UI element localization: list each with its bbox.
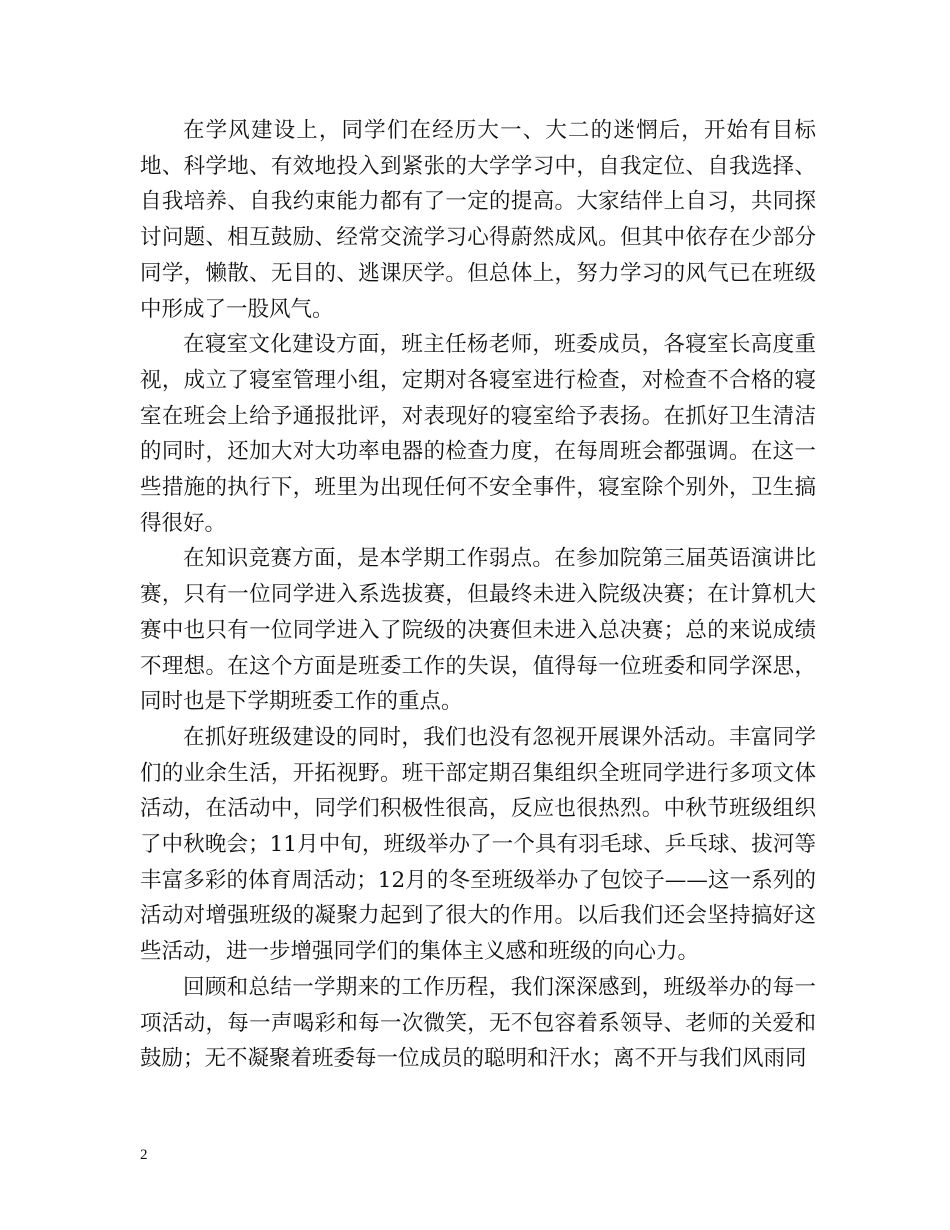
- page-number: 2: [140, 1147, 148, 1163]
- paragraph-extracurricular-activities: 在抓好班级建设的同时，我们也没有忽视开展课外活动。丰富同学们的业余生活，开拓视野。班干部定期召集组织全班同学进行多项文体活动，在活动中，同学们积极性很高，反应也很热烈。中秋节班级组织了中秋晚会；11月中旬，班级举办了一个具有羽毛球、乒乓球、拔河等丰富多彩的体育周活动；12月的冬至班级举办了包饺子——这一系列的活动对增强班级的凝聚力起到了很大的作用。以后我们还会坚持搞好这些活动，进一步增强同学们的集体主义感和班级的向心力。: [140, 724, 816, 965]
- document-body: [140, 113, 816, 1077]
- paragraph-study-style: 在学风建设上，同学们在经历大一、大二的迷惘后，开始有目标地、科学地、有效地投入到紧张的大学学习中，自我定位、自我选择、自我培养、自我约束能力都有了一定的提高。大家结伴上自习，共同探讨问题、相互鼓励、经常交流学习心得蔚然成风。但其中依存在少部分同学，懒散、无目的、逃课厌学。但总体上，努力学习的风气已在班级中形成了一股风气。: [140, 118, 816, 322]
- paragraph-knowledge-competition: 在知识竞赛方面，是本学期工作弱点。在参加院第三届英语演讲比赛，只有一位同学进入系选拔赛，但最终未进入院级决赛；在计算机大赛中也只有一位同学进入了院级的决赛但未进入总决赛；总的来说成绩不理想。在这个方面是班委工作的失误，值得每一位班委和同学深思，同时也是下学期班委工作的重点。: [140, 546, 816, 715]
- paragraph-dormitory-culture: 在寝室文化建设方面，班主任杨老师，班委成员，各寝室长高度重视，成立了寝室管理小组，定期对各寝室进行检查，对检查不合格的寝室在班会上给予通报批评，对表现好的寝室给予表扬。在抓好卫生清洁的同时，还加大对大功率电器的检查力度，在每周班会都强调。在这一些措施的执行下，班里为出现任何不安全事件，寝室除个别外，卫生搞得很好。: [140, 332, 816, 536]
- paragraph-review-summary: 回顾和总结一学期来的工作历程，我们深深感到，班级举办的每一项活动，每一声喝彩和每一次微笑，无不包容着系领导、老师的关爱和鼓励；无不凝聚着班委每一位成员的聪明和汗水；离不开与我们风雨同: [140, 974, 816, 1072]
